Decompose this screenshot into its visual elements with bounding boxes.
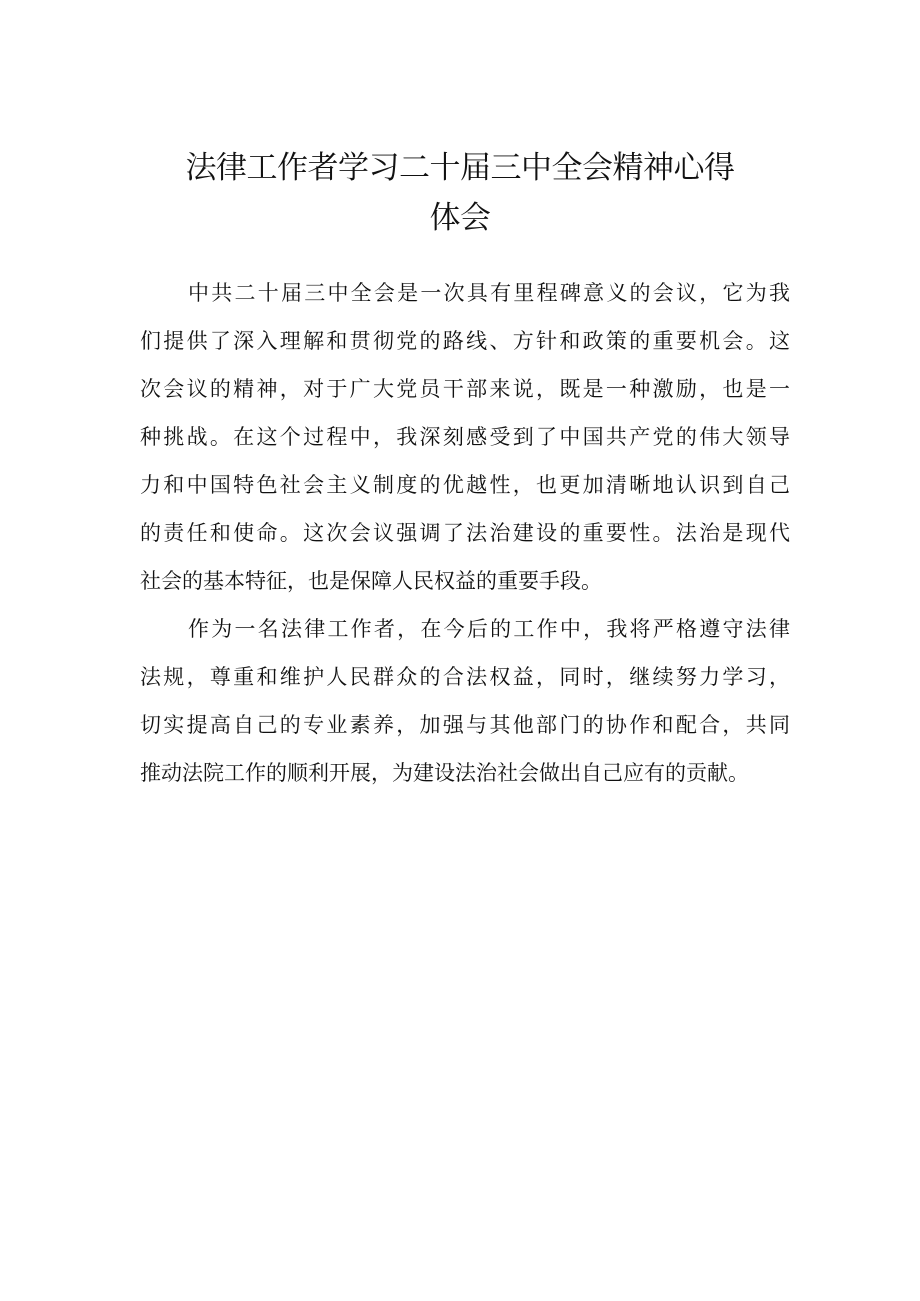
text-line: 法规，尊重和维护人民群众的合法权益，同时，继续努力学习， [140,665,790,689]
document-title [140,143,780,243]
text-line: 们提供了深入理解和贯彻党的路线、方针和政策的重要机会。这 [140,329,790,353]
paragraph-1 [140,269,790,605]
text-line: 切实提高自己的专业素养，加强与其他部门的协作和配合，共同 [140,713,790,737]
document-body [140,269,790,797]
text-line: 推动法院工作的顺利开展，为建设法治社会做出自己应有的贡献。 [140,761,749,785]
text-line: 中共二十届三中全会是一次具有里程碑意义的会议，它为我 [188,281,790,305]
title-line: 法律工作者学习二十届三中全会精神心得 [185,150,735,186]
paragraph-2 [140,605,790,797]
text-line: 社会的基本特征，也是保障人民权益的重要手段。 [140,569,602,593]
title-line: 体会 [429,200,491,236]
text-line: 力和中国特色社会主义制度的优越性，也更加清晰地认识到自己 [140,473,790,497]
text-line: 种挑战。在这个过程中，我深刻感受到了中国共产党的伟大领导 [140,425,790,449]
text-line: 的责任和使命。这次会议强调了法治建设的重要性。法治是现代 [140,521,790,545]
text-line: 作为一名法律工作者，在今后的工作中，我将严格遵守法律 [188,617,790,641]
text-line: 次会议的精神，对于广大党员干部来说，既是一种激励，也是一 [140,377,790,401]
